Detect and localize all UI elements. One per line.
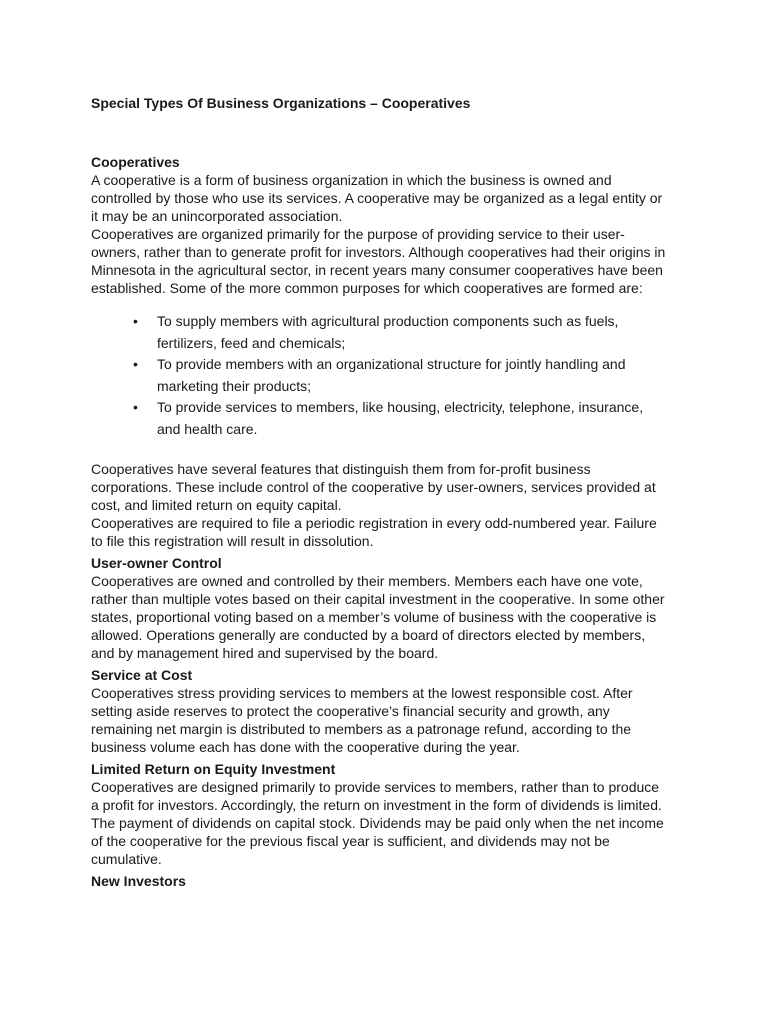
list-item-text: To provide services to members, like housing, electricity, telephone, insurance, and health care. [157, 399, 644, 437]
list-item [91, 311, 666, 354]
paragraph: A cooperative is a form of business organization in which the business is owned and controlled by those who use its services. A cooperative may be organized as a legal entity or it may be an unincorporated association. [91, 172, 663, 224]
paragraph: Cooperatives are designed primarily to provide services to members, rather than to produce a profit for investors. Accordingly, the return on investment in the form of dividends is limited. [91, 779, 662, 813]
bullet-icon: • [133, 399, 138, 415]
section-heading-service-at-cost: Service at Cost [91, 667, 193, 683]
paragraph: Cooperatives are required to file a periodic registration in every odd-numbered year. Failure to file this registration will result in dissolution. [91, 515, 657, 549]
purpose-list [91, 311, 666, 440]
list-item-text: To provide members with an organizational structure for jointly handling and marketing their products; [157, 356, 626, 394]
list-item-text: To supply members with agricultural production components such as fuels, fertilizers, feed and chemicals; [157, 313, 619, 351]
paragraph: Cooperatives have several features that distinguish them from for-profit business corporations. These include control of the cooperative by user-owners, services provided at cost, and limited return on equity capital. [91, 461, 656, 513]
section-heading-new-investors: New Investors [91, 873, 186, 889]
paragraph: Cooperatives are organized primarily for the purpose of providing service to their user-owners, rather than to generate profit for investors. Although cooperatives had their origins in Minnesota in the agricultural sector, in recent years many consumer cooperatives have been established. Some of the more common purposes for which cooperatives are formed are: [91, 226, 666, 296]
paragraph: The payment of dividends on capital stock. Dividends may be paid only when the net income of the cooperative for the previous fiscal year is sufficient, and dividends may not be cumulative. [91, 815, 664, 867]
document-body [91, 153, 666, 890]
list-item [91, 397, 666, 440]
paragraph: Cooperatives stress providing services to members at the lowest responsible cost. After setting aside reserves to protect the cooperative’s financial security and growth, any remaining net margin is distributed to members as a patronage refund, according to the business volume each has done with the cooperative during the year. [91, 685, 633, 755]
bullet-icon: • [133, 313, 138, 329]
section-heading-limited-return: Limited Return on Equity Investment [91, 761, 336, 777]
document-title: Special Types Of Business Organizations – Cooperatives [91, 95, 471, 111]
section-heading-cooperatives: Cooperatives [91, 154, 180, 170]
list-item [91, 354, 666, 397]
bullet-icon: • [133, 356, 138, 372]
paragraph: Cooperatives are owned and controlled by their members. Members each have one vote, rather than multiple votes based on their capital investment in the cooperative. In some other states, proportional voting based on a member’s volume of business with the cooperative is allowed. Operations generally are conducted by a board of directors elected by members, and by management hired and supervised by the board. [91, 573, 665, 661]
section-heading-user-owner-control: User-owner Control [91, 555, 222, 571]
